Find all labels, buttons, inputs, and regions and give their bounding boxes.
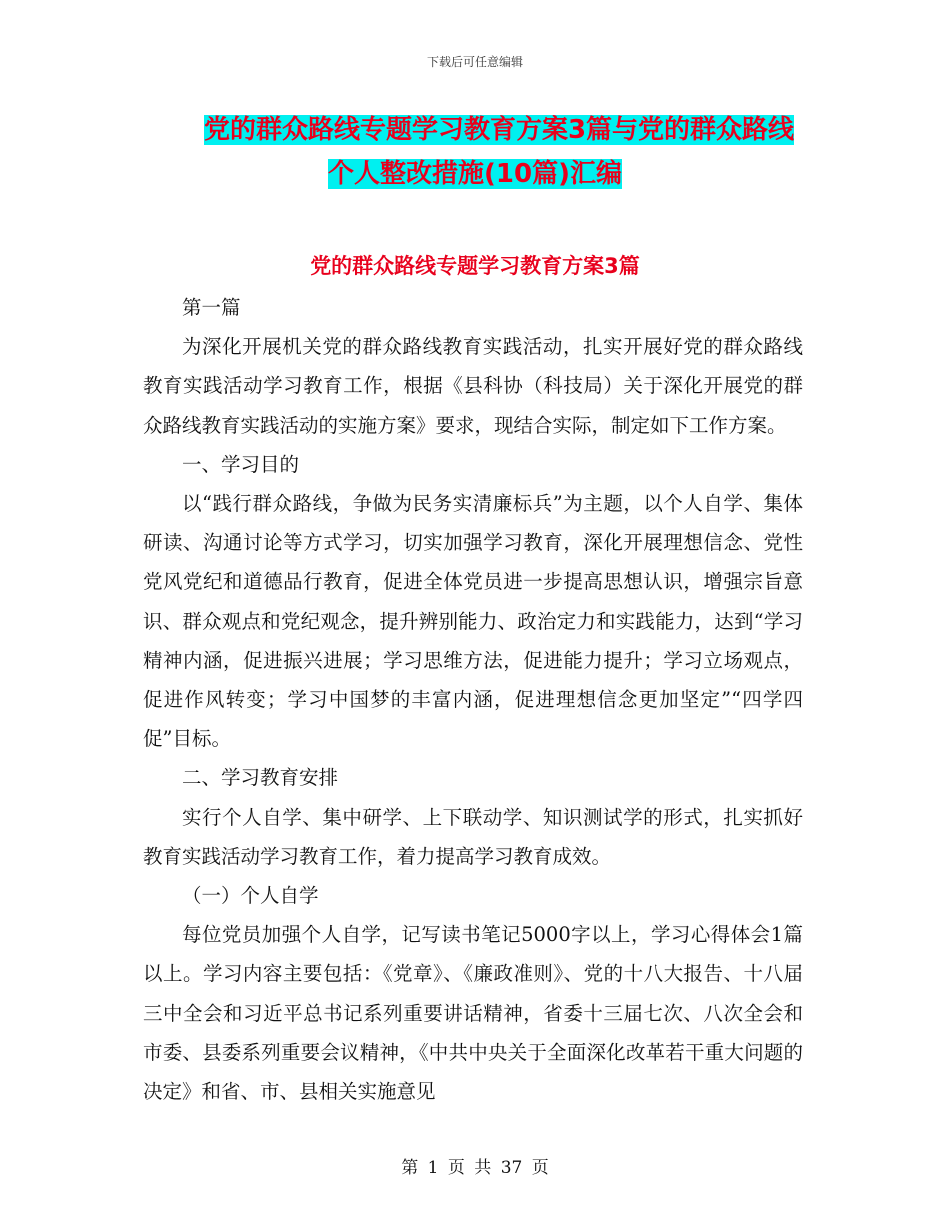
document-title-line-1 — [0, 113, 950, 147]
paragraph: 实行个人自学、集中研学、上下联动学、知识测试学的形式，扎实抓好教育实践活动学习教育工作，着力提高学习教育成效。 — [143, 805, 803, 868]
paragraph: （一）个人自学 — [182, 884, 319, 908]
document-title-line-2 — [0, 157, 950, 191]
document-body — [143, 288, 803, 1111]
page-footer: 第 1 页 共 37 页 — [401, 1158, 549, 1178]
header-note: 下载后可任意编辑 — [426, 55, 523, 69]
paragraph: 第一篇 — [182, 296, 241, 319]
section-title: 党的群众路线专题学习教育方案3篇 — [310, 254, 640, 278]
title-highlight-1: 党的群众路线专题学习教育方案3篇与党的群众路线 — [203, 115, 795, 145]
paragraph: 每位党员加强个人自学，记写读书笔记5000字以上，学习心得体会1篇以上。学习内容主要包括：《党章》、《廉政准则》、党的十八大报告、十八届三中全会和习近平总书记系列重要讲话精神，省委十三届七次、八次全会和市委、县委系列重要会议精神，《中共中央关于全面深化改革若干重大问题的决定》和省、市、县相关实施意见 — [143, 923, 803, 1104]
paragraph: 一、学习目的 — [182, 452, 300, 476]
paragraph: 为深化开展机关党的群众路线教育实践活动，扎实开展好党的群众路线教育实践活动学习教育工作，根据《县科协（科技局）关于深化开展党的群众路线教育实践活动的实施方案》要求，现结合实际，制定如下工作方案。 — [143, 335, 803, 437]
paragraph: 二、学习教育安排 — [182, 766, 339, 790]
paragraph: 以“践行群众路线，争做为民务实清廉标兵”为主题，以个人自学、集体研读、沟通讨论等方式学习，切实加强学习教育，深化开展理想信念、党性党风党纪和道德品行教育，促进全体党员进一步提高思想认识，增强宗旨意识、群众观点和党纪观念，提升辨别能力、政治定力和实践能力，达到“学习精神内涵，促进振兴进展；学习思维方法，促进能力提升；学习立场观点，促进作风转变；学习中国梦的丰富内涵，促进理想信念更加坚定”“四学四促”目标。 — [143, 492, 803, 751]
title-highlight-2: 个人整改措施(10篇)汇编 — [328, 159, 622, 189]
